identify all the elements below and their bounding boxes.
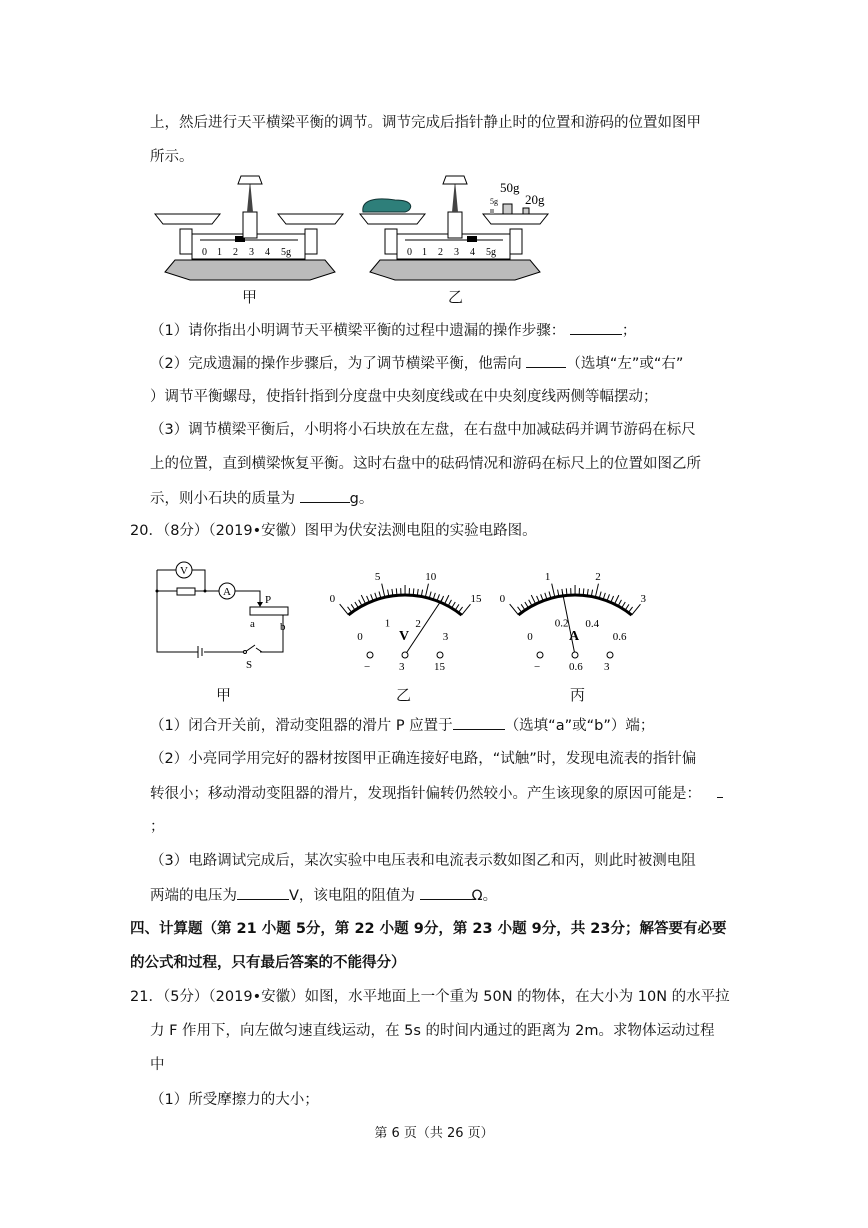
- svg-text:50g: 50g: [500, 180, 520, 195]
- tick-label-top: 1: [544, 570, 551, 583]
- svg-text:2: 2: [438, 247, 443, 258]
- svg-text:A: A: [223, 586, 231, 598]
- caption-jia: 甲: [242, 288, 258, 306]
- terminal-label: −: [534, 661, 541, 673]
- question-21: 21．（5分）（2019•安徽）如图，水平地面上一个重为 50N 的物体，在大小为 10N 的水平拉: [130, 989, 730, 1005]
- tick-label-top: 3: [640, 592, 646, 605]
- page-footer: 第 6 页（共 26 页）: [374, 1126, 494, 1141]
- unit-label: A: [569, 629, 580, 644]
- text-line: 转很小；移动滑动变阻器的滑片，发现指针偏转仍然较小。产生该现象的原因可能是：: [150, 783, 723, 804]
- terminal: [367, 652, 373, 658]
- svg-text:20g: 20g: [525, 192, 545, 207]
- circuit-diagram: [157, 562, 288, 658]
- section-heading: 四、计算题（第 21 小题 5分，第 22 小题 9分，第 23 小题 9分，共 23分；解答要有必要: [130, 921, 727, 937]
- terminal: [607, 652, 613, 658]
- svg-text:P: P: [265, 594, 272, 606]
- svg-text:0: 0: [202, 247, 207, 258]
- needle: [405, 599, 442, 655]
- question-20-2: （2）小亮同学用完好的器材按图甲正确连接好电路，“试触”时，发现电流表的指针偏: [150, 751, 697, 767]
- caption-jia: 甲: [216, 686, 232, 704]
- voltmeter: [330, 571, 482, 673]
- text-line: ；: [150, 819, 165, 835]
- terminal: [402, 652, 408, 658]
- svg-text:S: S: [246, 659, 253, 671]
- terminal-label: 15: [434, 661, 445, 673]
- text-line: 两端的电压为 V，该电阻的阻值为 Ω。: [150, 885, 497, 906]
- svg-text:5g: 5g: [486, 247, 496, 258]
- text-line: 上，然后进行天平横梁平衡的调节。调节完成后指针静止时的位置和游码的位置如图甲: [150, 115, 701, 131]
- balance-yi: [360, 176, 548, 280]
- tick-label-bottom: 0.4: [585, 617, 600, 630]
- svg-text:0: 0: [407, 247, 412, 258]
- caption-bing: 丙: [570, 686, 586, 704]
- svg-text:3: 3: [249, 247, 254, 258]
- balance-jia: [155, 176, 343, 280]
- terminal-label: 3: [399, 661, 405, 673]
- text-line: ）调节平衡螺母，使指针指到分度盘中央刻度线或在中央刻度线两侧等幅摆动；: [150, 389, 658, 405]
- svg-text:5g: 5g: [281, 247, 291, 258]
- tick-label-bottom: 1: [384, 617, 391, 630]
- circuit-figure: [150, 560, 680, 685]
- ammeter: [500, 571, 647, 673]
- text-line: 力 F 作用下，向左做匀速直线运动，在 5s 的时间内通过的距离为 2m。求物体运动过程: [150, 1023, 715, 1039]
- svg-text:4: 4: [470, 247, 475, 258]
- tick-label-top: 5: [374, 570, 381, 583]
- terminal-label: 3: [604, 661, 610, 673]
- tick-label-bottom: 0.6: [612, 631, 627, 644]
- tick-label-bottom: 0.2: [554, 617, 569, 630]
- tick-label-bottom: 0: [527, 631, 533, 644]
- tick-label-top: 15: [470, 592, 482, 605]
- question-20-1: （1）闭合开关前，滑动变阻器的滑片 P 应置于 （选填“a”或“b”）端；: [150, 715, 654, 736]
- caption-yi: 乙: [396, 686, 412, 704]
- question-19-3: （3）调节横梁平衡后，小明将小石块放在左盘，在右盘中加减砝码并调节游码在标尺: [150, 422, 696, 438]
- tick-label-bottom: 0: [357, 631, 363, 644]
- svg-text:1: 1: [217, 247, 222, 258]
- terminal: [437, 652, 443, 658]
- balance-figure: [150, 172, 545, 292]
- text-line: 中: [150, 1057, 165, 1073]
- terminal-label: 0.6: [569, 661, 583, 673]
- terminal: [537, 652, 543, 658]
- question-19-1: （1）请你指出小明调节天平横梁平衡的过程中遗漏的操作步骤： ；: [150, 320, 636, 341]
- text-line: 示，则小石块的质量为 g。: [150, 488, 373, 509]
- caption-yi: 乙: [448, 288, 464, 306]
- text-line: 上的位置，直到横梁恢复平衡。这时右盘中的砝码情况和游码在标尺上的位置如图乙所: [150, 456, 701, 472]
- svg-text:5g: 5g: [490, 197, 498, 206]
- svg-text:V: V: [180, 565, 188, 577]
- tick-label-bottom: 2: [415, 617, 421, 630]
- tick-label-top: 0: [329, 592, 336, 605]
- text-line: 所示。: [150, 149, 194, 165]
- tick-label-top: 0: [499, 592, 506, 605]
- question-20: 20．（8分）（2019•安徽）图甲为伏安法测电阻的实验电路图。: [130, 523, 537, 539]
- question-20-3: （3）电路调试完成后，某次实验中电压表和电流表示数如图乙和丙，则此时被测电阻: [150, 853, 696, 869]
- question-19-2: （2）完成遗漏的操作步骤后，为了调节横梁平衡，他需向 （选填“左”或“右”: [150, 353, 683, 374]
- svg-text:3: 3: [454, 247, 459, 258]
- terminal: [572, 652, 578, 658]
- tick-label-top: 2: [595, 570, 601, 583]
- unit-label: V: [399, 629, 410, 644]
- question-21-1: （1）所受摩擦力的大小；: [150, 1092, 319, 1108]
- svg-text:b: b: [280, 621, 286, 633]
- tick-label-top: 10: [425, 570, 437, 583]
- terminal-label: −: [364, 661, 371, 673]
- svg-text:1: 1: [422, 247, 427, 258]
- section-heading: 的公式和过程，只有最后答案的不能得分）: [130, 955, 406, 971]
- svg-text:a: a: [250, 618, 255, 630]
- tick-label-bottom: 3: [442, 631, 449, 644]
- svg-text:2: 2: [233, 247, 238, 258]
- svg-text:4: 4: [265, 247, 270, 258]
